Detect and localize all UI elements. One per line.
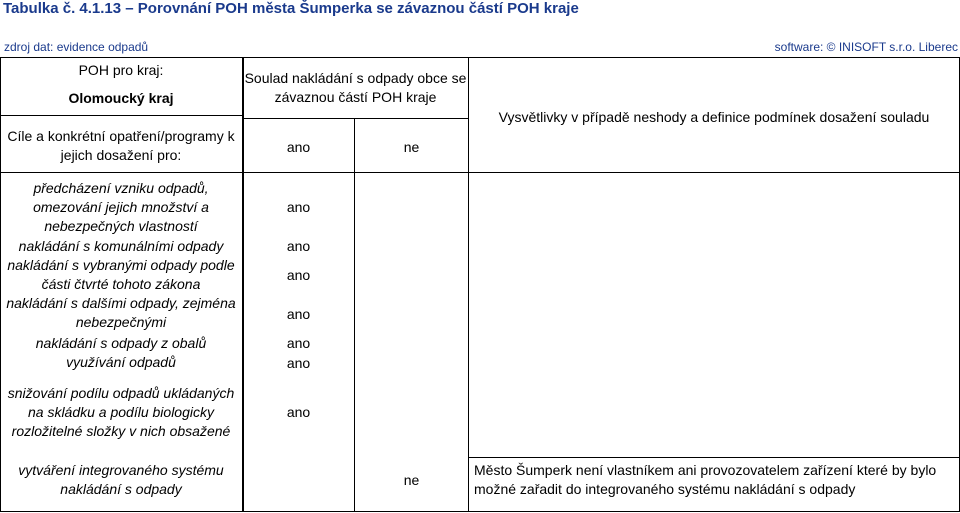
data-source-label: zdroj dat: evidence odpadů [4, 40, 149, 54]
page-title: Tabulka č. 4.1.13 – Porovnání POH města Šumperka se závaznou částí POH kraje [3, 0, 579, 17]
table-row-label: nakládání s vybranými odpady podle části čtvrté tohoto zákona [7, 257, 235, 292]
row-ano: ano [286, 237, 311, 254]
header-ne: ne [403, 138, 420, 155]
row-ano: ano [286, 198, 311, 215]
row-ano: ano [286, 305, 311, 322]
kraj-name: Olomoucký kraj [68, 89, 174, 106]
row-ano: ano [286, 266, 311, 283]
vysvetlivky-label: Vysvětlivky v případě neshody a definice podmínek dosažení souladu [498, 108, 930, 125]
row-ano: ano [286, 403, 311, 420]
row-note: Město Šumperk není vlastníkem ani provozovatelem zařízení které by bylo možné zařadit do integrovaného systému nakládání s odpady [474, 462, 937, 497]
row-ano: ano [286, 354, 311, 371]
table-row-label: využívání odpadů [66, 353, 176, 370]
row-ne: ne [403, 471, 420, 488]
table-row-label: vytváření integrovaného systému nakládání s odpady [18, 462, 224, 497]
soulad-label: Soulad nakládání s odpady obce se závaznou částí POH kraje [244, 70, 467, 105]
header-ano: ano [286, 138, 311, 155]
table-row-label: nakládání s komunálními odpady [18, 237, 224, 254]
software-label: software: © INISOFT s.r.o. Liberec [774, 40, 958, 54]
table-row-label: nakládání s dalšími odpady, zejména nebezpečnými [6, 295, 236, 330]
table-row-label: snižování podílu odpadů ukládaných na skládku a podílu biologicky rozložitelné složky v nich obsažené [7, 384, 235, 439]
cile-label: Cíle a konkrétní opatření/programy k jejich dosažení pro: [7, 128, 235, 163]
row-ano: ano [286, 334, 311, 351]
table-row-label: nakládání s odpady z obalů [35, 334, 207, 351]
poh-kraj-label: POH pro kraj: [78, 61, 164, 78]
table-row-label: předcházení vzniku odpadů, omezování jejich množství a nebezpečných vlastností [33, 179, 209, 234]
